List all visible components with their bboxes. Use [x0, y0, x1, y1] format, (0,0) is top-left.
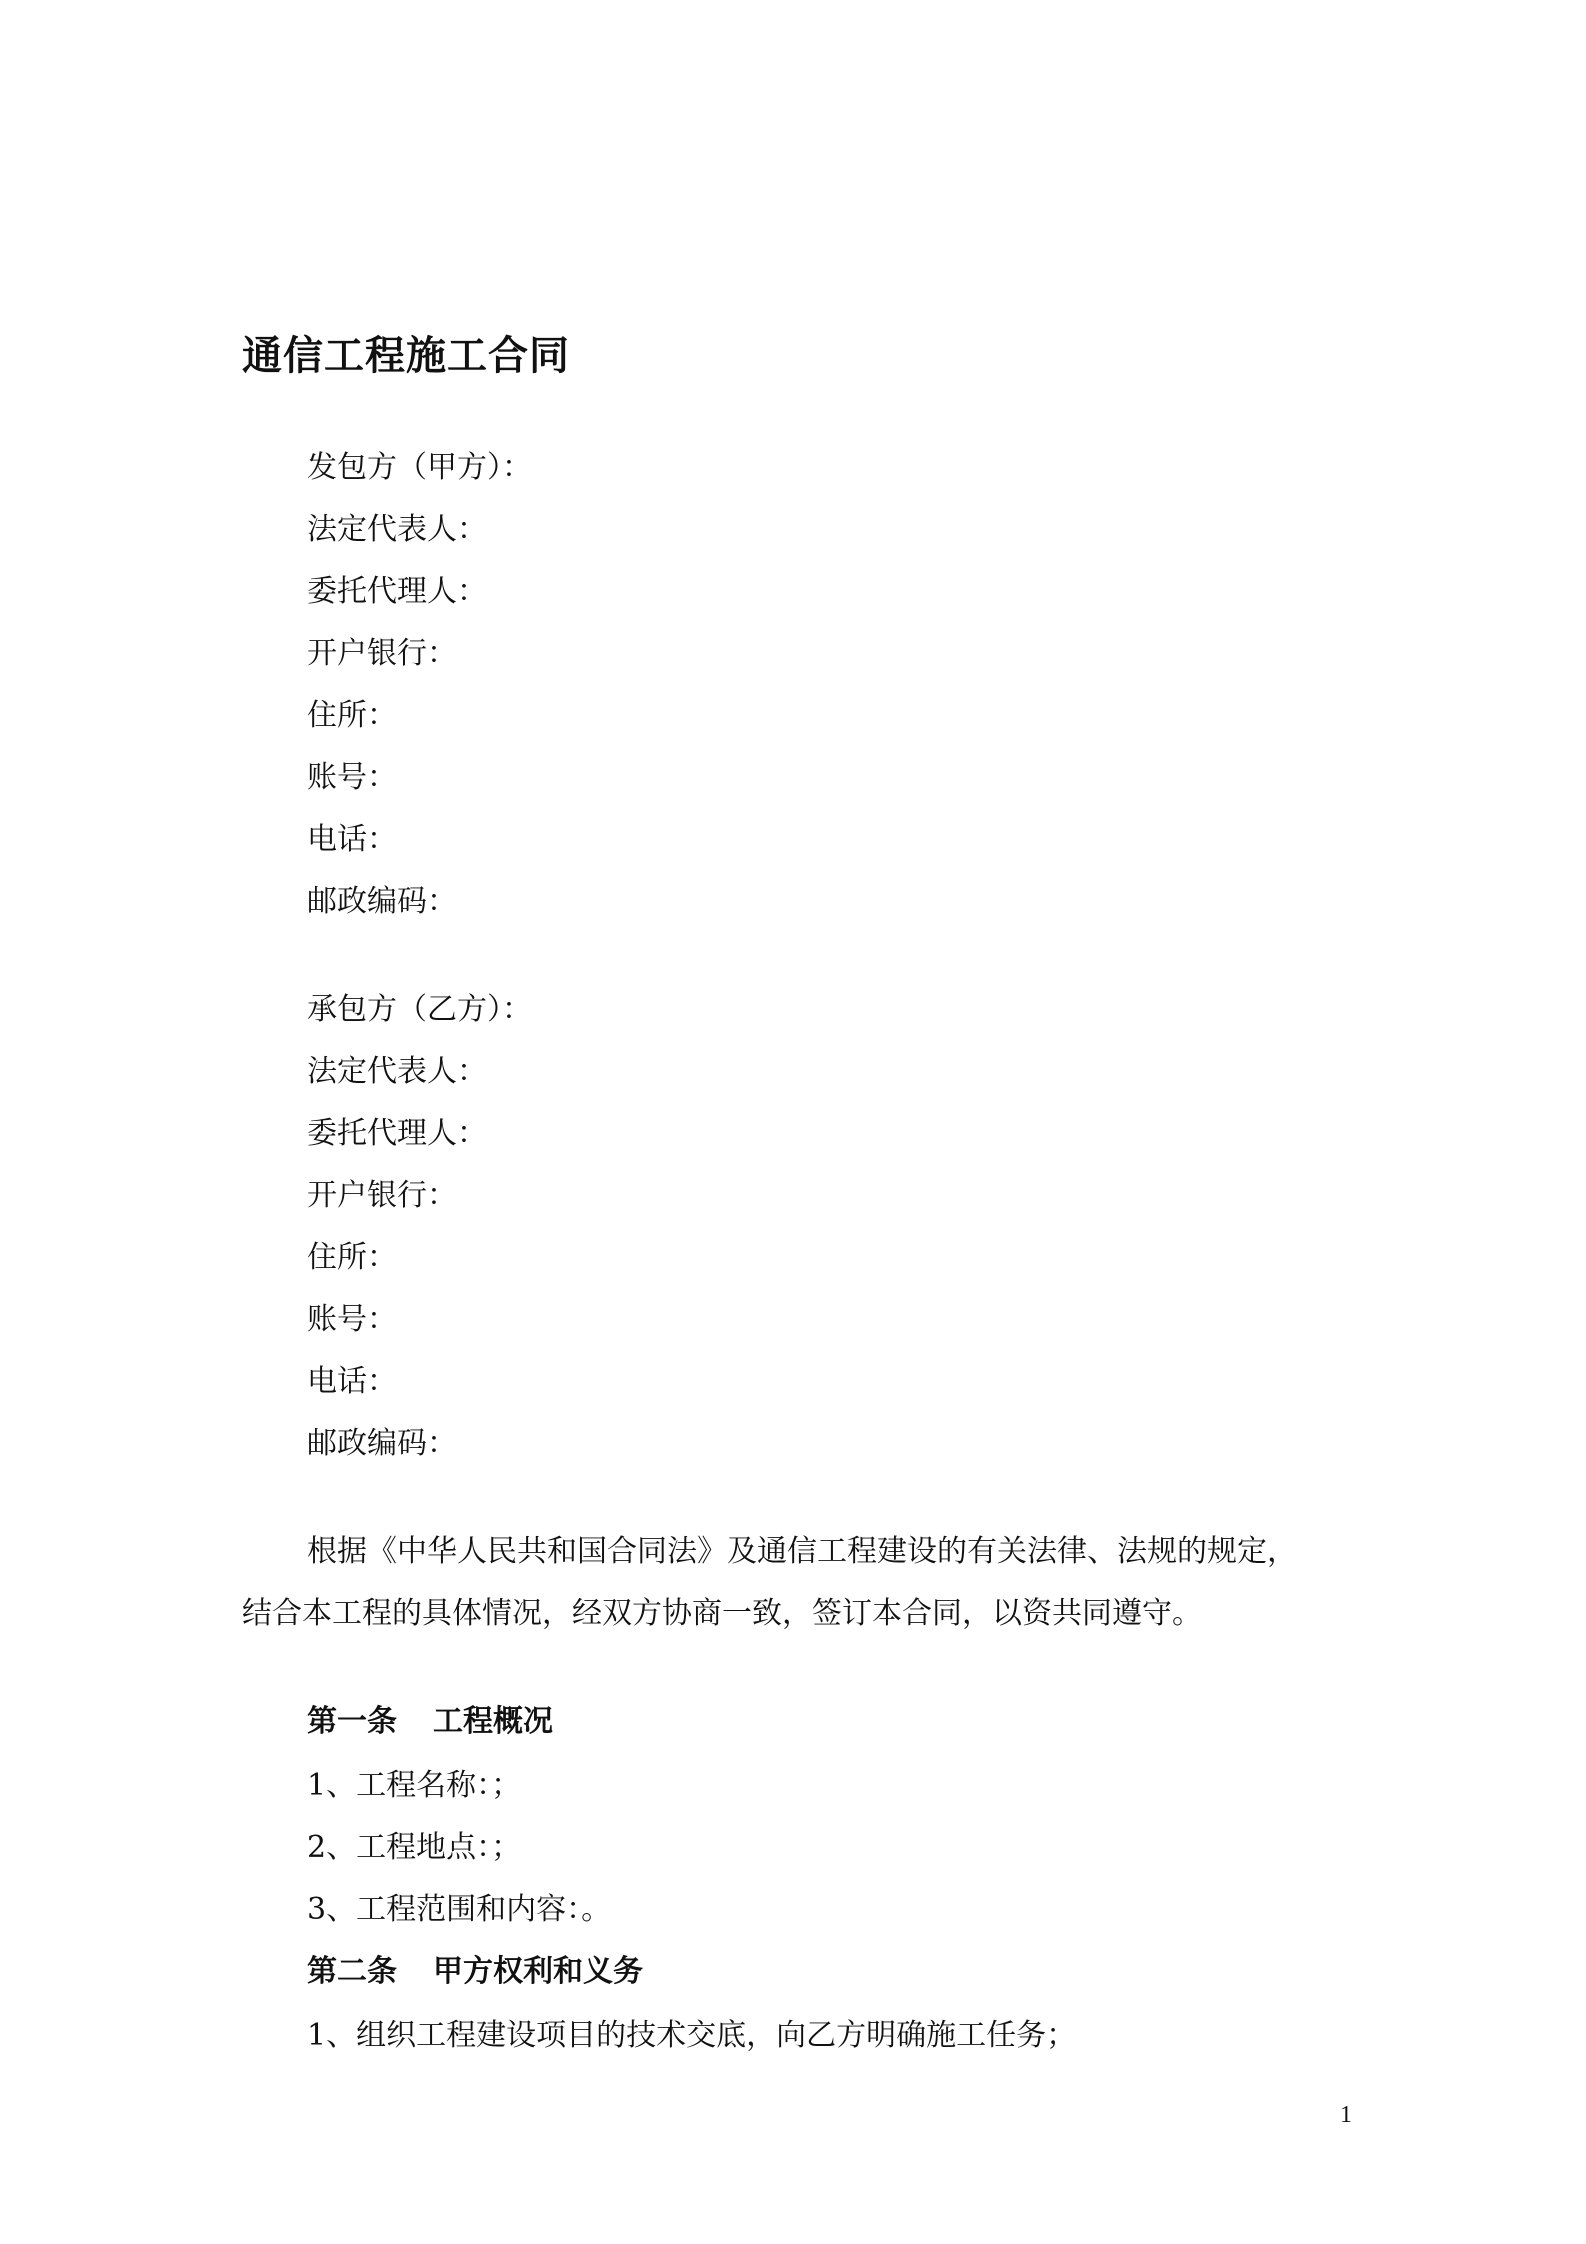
article-2-title: 甲方权利和义务 [433, 1954, 643, 1989]
party-b-account: 账号： [307, 1302, 397, 1337]
article-1-item-2: 2、工程地点：； [307, 1830, 522, 1865]
document-title: 通信工程施工合同 [242, 333, 570, 379]
party-b-agent: 委托代理人： [307, 1116, 487, 1151]
party-a-legal-rep: 法定代表人： [307, 512, 487, 547]
preamble-line-2: 结合本工程的具体情况，经双方协商一致，签订本合同，以资共同遵守。 [242, 1596, 1202, 1631]
party-a-address: 住所： [307, 698, 397, 733]
party-a-label: 发包方（甲方）： [307, 450, 532, 485]
party-a-account: 账号： [307, 760, 397, 795]
article-1-item-3: 3、工程范围和内容：。 [307, 1892, 612, 1927]
party-b-bank: 开户银行： [307, 1178, 457, 1213]
article-1-heading [307, 1700, 553, 1744]
article-2-number: 第二条 [307, 1954, 397, 1989]
article-2-heading [307, 1950, 643, 1994]
article-1-title: 工程概况 [433, 1704, 553, 1739]
article-1-number: 第一条 [307, 1704, 397, 1739]
article-1-item-1: 1、工程名称：； [307, 1768, 522, 1803]
party-a-postcode: 邮政编码： [307, 884, 457, 919]
party-b-postcode: 邮政编码： [307, 1426, 457, 1461]
page-number: 1 [1340, 2102, 1352, 2128]
party-a-bank: 开户银行： [307, 636, 457, 671]
party-a-agent: 委托代理人： [307, 574, 487, 609]
party-b-legal-rep: 法定代表人： [307, 1054, 487, 1089]
party-b-phone: 电话： [307, 1364, 397, 1399]
preamble-line-1: 根据《中华人民共和国合同法》及通信工程建设的有关法律、法规的规定， [307, 1534, 1297, 1569]
party-b-label: 承包方（乙方）： [307, 992, 532, 1027]
party-b-address: 住所： [307, 1240, 397, 1275]
party-a-phone: 电话： [307, 822, 397, 857]
article-2-item-1: 1、组织工程建设项目的技术交底，向乙方明确施工任务； [307, 2018, 1077, 2053]
